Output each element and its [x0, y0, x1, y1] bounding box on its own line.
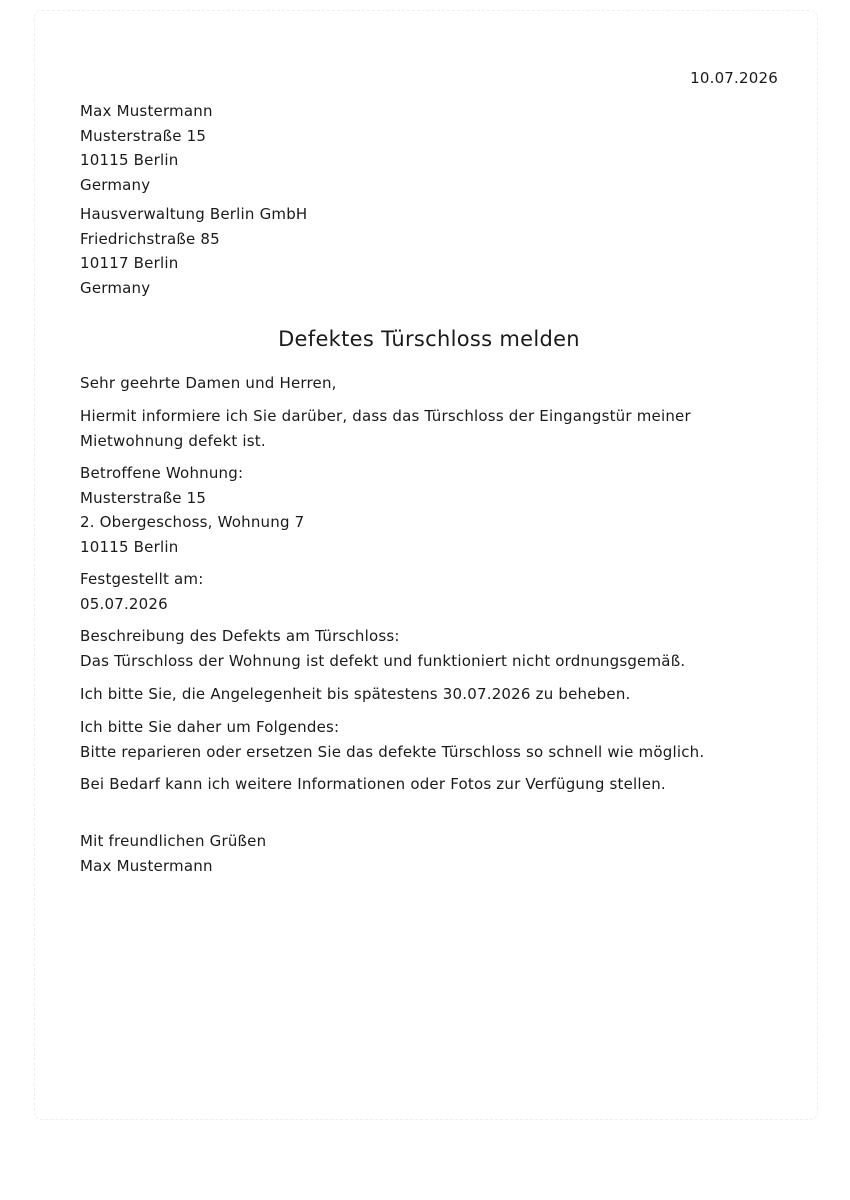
apartment-section: [80, 461, 778, 559]
intro-text: Hiermit informiere ich Sie darüber, dass das Türschloss der Eingangstür meiner Mietwohnung defekt ist.: [80, 407, 691, 450]
salutation-text: Sehr geehrte Damen und Herren,: [80, 374, 337, 392]
letter-date: 10.07.2026: [690, 69, 778, 87]
request-section: [80, 715, 778, 764]
description-label: Beschreibung des Defekts am Türschloss:: [80, 627, 400, 645]
request-label: Ich bitte Sie daher um Folgendes:: [80, 718, 340, 736]
observed-section: [80, 567, 778, 616]
closing-greeting: Mit freundlichen Grüßen: [80, 832, 267, 850]
description-text: Das Türschloss der Wohnung ist defekt und funktioniert nicht ordnungsgemäß.: [80, 651, 686, 670]
defect-description-section: [80, 624, 778, 673]
recipient-address: [80, 202, 778, 300]
offer-text: Bei Bedarf kann ich weitere Informationen oder Fotos zur Verfügung stellen.: [80, 775, 666, 793]
deadline-paragraph: [80, 682, 778, 707]
intro-paragraph: [80, 404, 778, 453]
sender-country: Germany: [80, 175, 151, 194]
sender-city: 10115 Berlin: [80, 151, 179, 169]
deadline-text: Ich bitte Sie, die Angelegenheit bis spätestens 30.07.2026 zu beheben.: [80, 685, 631, 703]
apartment-label: Betroffene Wohnung:: [80, 464, 244, 482]
signature-name: Max Mustermann: [80, 856, 213, 875]
letter-page: [34, 10, 818, 1120]
closing-section: [80, 829, 778, 878]
salutation: [80, 371, 778, 396]
apartment-city: 10115 Berlin: [80, 537, 179, 556]
sender-address: [80, 99, 778, 197]
recipient-city: 10117 Berlin: [80, 254, 179, 272]
observed-date: 05.07.2026: [80, 594, 168, 613]
apartment-floor-unit: 2. Obergeschoss, Wohnung 7: [80, 513, 305, 531]
recipient-street: Friedrichstraße 85: [80, 229, 220, 248]
recipient-country: Germany: [80, 278, 151, 297]
request-text: Bitte reparieren oder ersetzen Sie das defekte Türschloss so schnell wie möglich.: [80, 742, 705, 761]
apartment-street: Musterstraße 15: [80, 488, 207, 507]
observed-label: Festgestellt am:: [80, 570, 204, 588]
letter-subject: Defektes Türschloss melden: [278, 327, 580, 351]
sender-street: Musterstraße 15: [80, 126, 207, 145]
sender-name: Max Mustermann: [80, 102, 213, 120]
offer-paragraph: [80, 772, 778, 797]
recipient-name: Hausverwaltung Berlin GmbH: [80, 205, 308, 223]
